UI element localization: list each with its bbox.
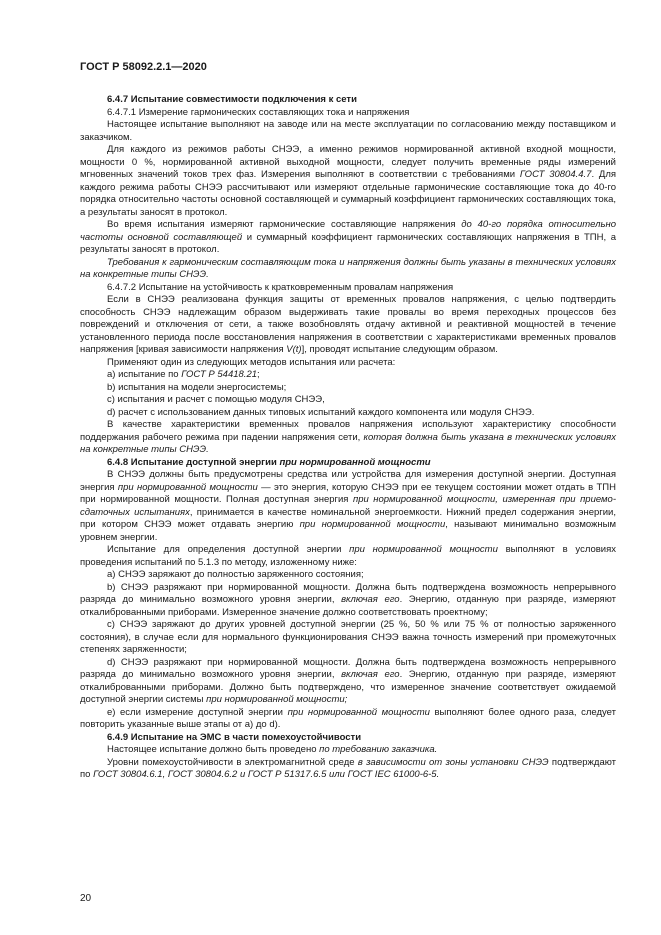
text-segment: 6.4.9 Испытание на ЭМС в части помехоустойчивости: [107, 731, 362, 743]
paragraph: [80, 257, 616, 282]
text-segment: ], проводят испытание следующим образом.: [301, 344, 498, 355]
text-segment: 6.4.7.2 Испытание на устойчивость к кратковременным провалам напряжения: [107, 281, 454, 293]
text-segment: Применяют один из следующих методов испытания или расчета:: [107, 356, 396, 368]
paragraph: [80, 282, 616, 295]
text-segment: c) СНЭЭ заряжают до других уровней доступной энергии (25 %, 50 % или 75 % от полностью заряженного состояния), в случае если для нормального функционирования СНЭЭ важна точность измерений при промежуточных степенях заряженности;: [80, 619, 616, 655]
text-segment: e) если измерение доступной энергии: [107, 706, 288, 718]
text-segment: при нормированной мощности: [279, 456, 431, 468]
text-segment: Уровни помехоустойчивости в электромагнитной среде: [107, 756, 358, 768]
text-segment: выполняют в условиях проведения испытаний по 5.1.3 по методу, изложенному ниже:: [80, 544, 616, 568]
paragraph: [80, 407, 616, 420]
text-segment: которая должна быть указана в технических условиях на конкретные типы СНЭЭ.: [80, 431, 617, 455]
text-segment: Для каждого из режимов работы СНЭЭ, а именно режимов нормированной активной входной мощности, мощности 0 %, нормированной активной выходной мощности, следует получить временные ряды измерений мгновенных значений токов трех фаз. Измерения выполняют в соответствии с требованиями: [80, 144, 616, 180]
document-body: [80, 94, 616, 782]
text-segment: ГОСТ Р 54418.21: [181, 369, 258, 380]
text-segment: до 40-го порядка относительно частоты основной составляющей: [80, 219, 616, 243]
text-segment: b) СНЭЭ разряжают при нормированной мощности. Должна быть подтверждена возможность непрерывного разряда до минимально возможного уровня энергии,: [80, 581, 616, 605]
paragraph: [80, 294, 616, 357]
text-segment: а) испытание по: [107, 369, 182, 380]
text-segment: и суммарный коэффициент гармонических составляющих напряжения в ТПН, а результаты заносят в протокол.: [80, 231, 616, 255]
section-heading: [80, 732, 616, 745]
text-segment: а) СНЭЭ заряжают до полностью заряженного состояния;: [107, 569, 364, 580]
text-segment: . Энергию, отданную при разряде, измеряют откалиброванными приборами. Измеренное значение должно соответствовать проектному;: [80, 594, 616, 618]
document-header: ГОСТ Р 58092.2.1—2020: [80, 61, 207, 73]
paragraph: [80, 657, 616, 707]
text-segment: 6.4.8 Испытание доступной энергии: [107, 456, 280, 468]
text-segment: Настоящее испытание выполняют на заводе или на месте эксплуатации по согласованию между поставщиком и заказчиком.: [80, 119, 616, 143]
text-segment: 6.4.7.1 Измерение гармонических составляющих тока и напряжения: [107, 106, 410, 118]
text-segment: включая его: [341, 594, 400, 605]
paragraph: [80, 469, 616, 544]
text-segment: — это энергия, которую СНЭЭ при ее текущем состоянии может отдать в ТПН при нормированной мощности. Полная доступная энергия: [80, 481, 616, 505]
paragraph: [80, 757, 616, 782]
paragraph: [80, 394, 616, 407]
text-segment: Испытание для определения доступной энергии: [107, 544, 350, 555]
text-segment: d) СНЭЭ разряжают при нормированной мощности. Должна быть подтверждена возможность непрерывного разряда до минимально возможного уровня энергии,: [80, 656, 616, 680]
text-segment: Если в СНЭЭ реализована функция защиты от временных провалов напряжения, с целью подтвердить способность СНЭЭ надлежащим образом выдерживать такие провалы во время переходных процессов без повреждений и отключения от сети, а также возобновлять отдачу активной и реактивной мощностей в течение установленного периода после восстановления напряжения в соответствии с характеристиками временных провалов напряжения [кривая зависимости напряжения: [80, 294, 616, 355]
text-segment: Требования к гармоническим составляющим тока и напряжения должны быть указаны в технических условиях на конкретные типы СНЭЭ.: [80, 256, 616, 280]
text-segment: , принимается в качестве номинальной энергоемкости. Нижний предел содержания энергии, при котором СНЭЭ может отдавать энергию: [80, 506, 616, 530]
text-segment: d) расчет с использованием данных типовых испытаний каждого компонента или модуля СНЭЭ.: [107, 406, 535, 418]
text-segment: при нормированной мощности, измеренная при приемо-сдаточных испытаниях: [80, 494, 617, 518]
text-segment: . Для каждого режима работы СНЭЭ рассчитывают или измеряют отдельные гармонические составляющие тока до 40-го порядка относительно частоты основной составляющей и суммарный коэффициент гармонических составляющих тока, а результаты заносят в протокол.: [80, 169, 617, 218]
text-segment: в зависимости от зоны установки СНЭЭ: [357, 756, 549, 768]
paragraph: [80, 619, 616, 657]
text-segment: V(t): [286, 344, 302, 355]
text-segment: при нормированной мощности: [299, 519, 446, 530]
paragraph: [80, 119, 616, 144]
paragraph: [80, 582, 616, 620]
paragraph: [80, 569, 616, 582]
paragraph: [80, 744, 616, 757]
text-segment: . Энергию, отданную при разряде, измеряют откалиброванными приборами. Должно быть подтверждено, что измеренное значение соответствует ожидаемой доступной энергии системы: [80, 669, 616, 705]
text-segment: при нормированной мощности: [349, 544, 498, 555]
text-segment: включая его: [341, 669, 400, 680]
section-heading: [80, 457, 616, 470]
text-segment: В СНЭЭ должны быть предусмотрены средства или устройства для измерения доступной энергии. Доступная энергия: [80, 469, 616, 493]
text-segment: В качестве характеристики временных провалов напряжения используют характеристику способности поддержания рабочего режима при падении напряжения сети,: [80, 419, 616, 443]
text-segment: b) испытания на модели энергосистемы;: [107, 381, 287, 393]
text-segment: Настоящее испытание должно быть проведено: [107, 744, 320, 755]
text-segment: ;: [257, 369, 260, 380]
paragraph: [80, 544, 616, 569]
text-segment: подтверждают по: [80, 756, 617, 780]
text-segment: Во время испытания измеряют гармонические составляющие напряжения: [107, 219, 462, 230]
text-segment: 6.4.7 Испытание совместимости подключения к сети: [107, 94, 357, 105]
text-segment: ГОСТ 30804.4.7: [519, 169, 592, 180]
text-segment: c) испытания и расчет с помощью модуля СНЭЭ,: [107, 394, 325, 405]
page-number: 20: [80, 893, 92, 904]
paragraph: [80, 419, 616, 457]
text-segment: ГОСТ 30804.6.1, ГОСТ 30804.6.2 и ГОСТ Р 51317.6.5 или ГОСТ IEC 61000-6-5.: [93, 769, 440, 780]
text-segment: при нормированной мощности;: [206, 694, 348, 705]
paragraph: [80, 107, 616, 120]
text-segment: при нормированной мощности: [287, 706, 430, 718]
paragraph: [80, 369, 616, 382]
paragraph: [80, 219, 616, 257]
paragraph: [80, 707, 616, 732]
paragraph: [80, 382, 616, 395]
text-segment: при нормированной мощности: [117, 481, 258, 493]
section-heading: [80, 94, 616, 107]
paragraph: [80, 144, 616, 219]
paragraph: [80, 357, 616, 370]
text-segment: , называют минимально возможным уровнем энергии.: [80, 519, 616, 543]
text-segment: по требованию заказчика.: [319, 744, 438, 755]
text-segment: выполняют более одного раза, следует повторить указанные выше этапы от а) до d).: [80, 706, 616, 730]
